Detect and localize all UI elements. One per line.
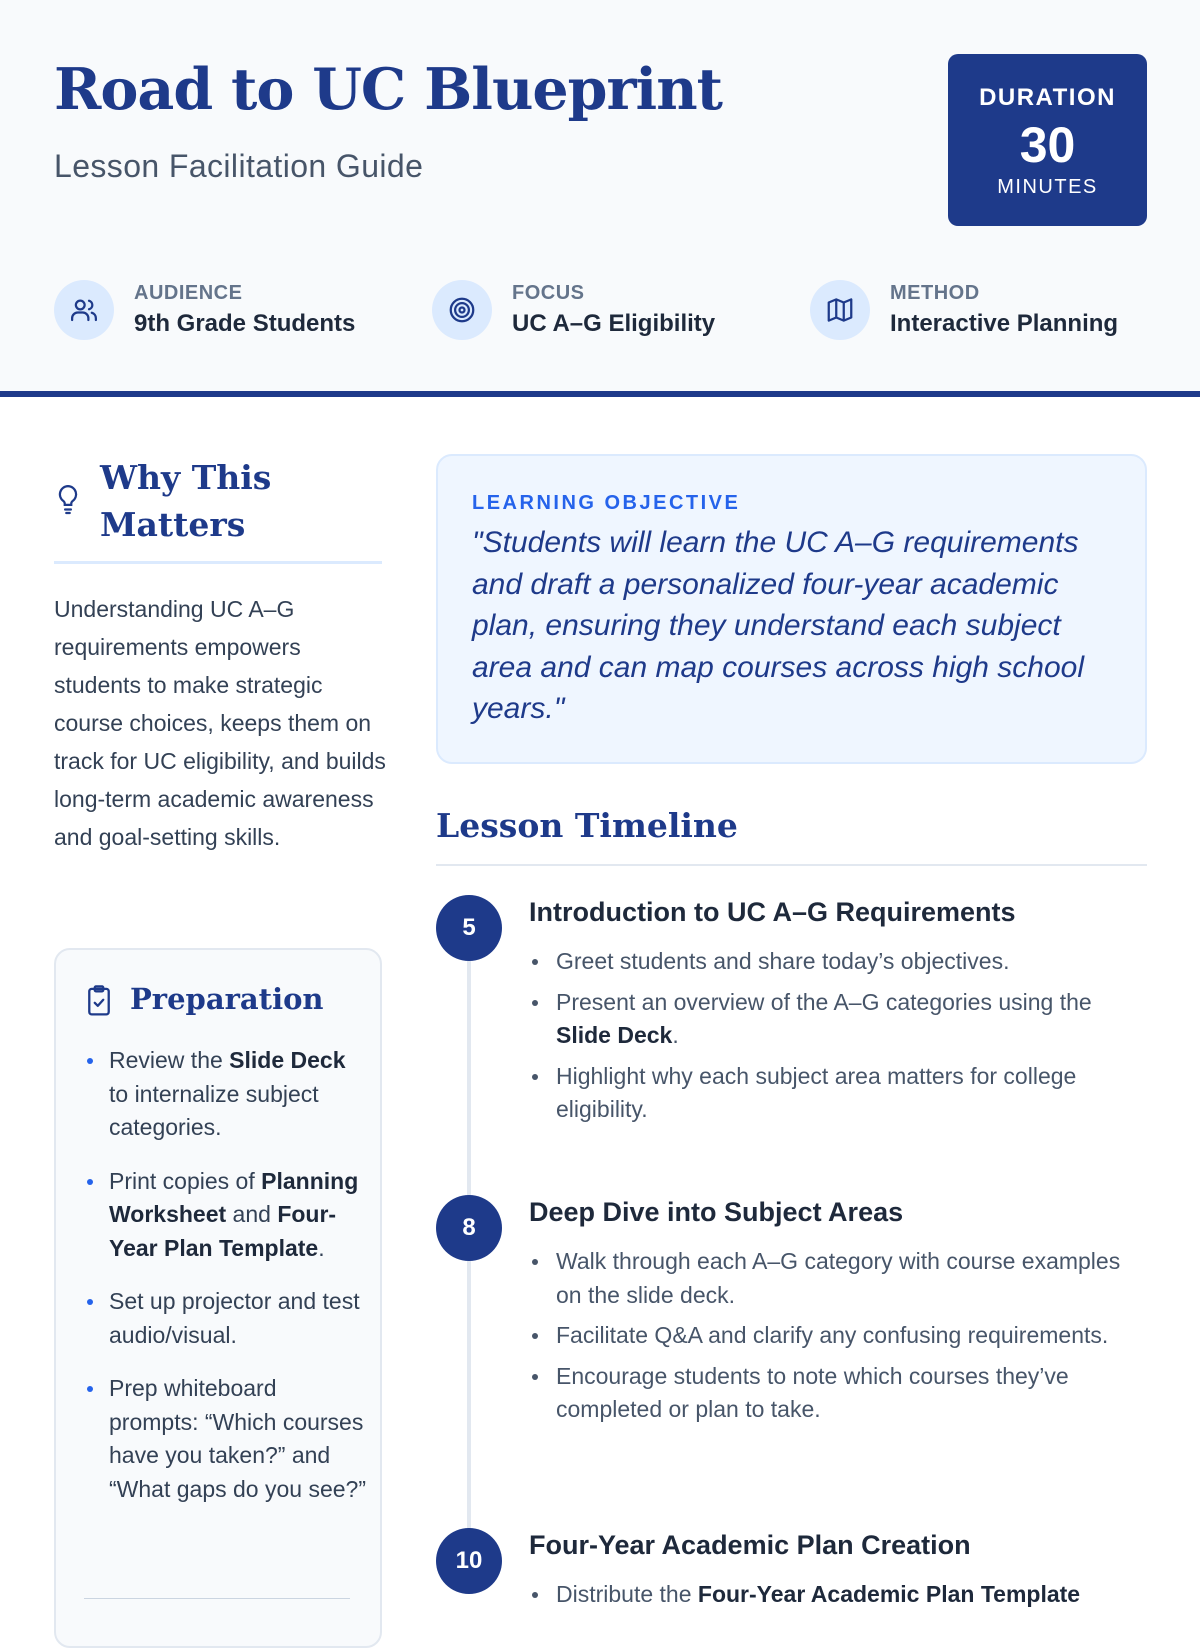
duration-label: DURATION: [979, 84, 1116, 111]
duration-unit: MINUTES: [997, 176, 1098, 198]
learning-objective-card: [436, 454, 1147, 764]
duration-card: [948, 54, 1147, 226]
meta-value: UC A–G Eligibility: [512, 310, 716, 337]
header: [0, 0, 1200, 397]
meta-label: FOCUS: [512, 282, 585, 304]
duration-value: 30: [1019, 117, 1076, 173]
bold-text: Slide Deck: [229, 1047, 346, 1073]
meta-label: AUDIENCE: [134, 282, 243, 304]
meta-label: METHOD: [890, 282, 980, 304]
step-bullets: [529, 945, 1139, 1134]
users-icon: [54, 280, 114, 340]
meta-value: 9th Grade Students: [134, 310, 356, 337]
list-item: [529, 1245, 1139, 1312]
page-title: Road to UC Blueprint: [54, 56, 722, 123]
list-item: [84, 1372, 368, 1506]
step-title: Deep Dive into Subject Areas: [529, 1197, 904, 1227]
divider: [436, 864, 1147, 866]
objective-text: "Students will learn the UC A–G requirements and draft a personalized four-year academic plan, ensuring they understand each subject area and can map courses across high school years.": [472, 526, 1085, 725]
step-bullets: [529, 1578, 1139, 1619]
text: Walk through each A–G category with course examples on the slide deck.: [556, 1248, 1121, 1308]
text: Present an overview of the A–G categories using the: [556, 988, 1092, 1015]
text: and: [226, 1201, 278, 1227]
text: Distribute the: [556, 1581, 698, 1607]
step-bullets: [529, 1245, 1139, 1434]
lightbulb-icon: [54, 482, 82, 521]
list-item: [529, 1360, 1139, 1427]
list-item: [529, 945, 1139, 979]
bold-text: Planning Worksheet: [109, 1167, 359, 1227]
preparation-title: Preparation: [130, 982, 324, 1016]
text: Encourage students to note which courses they’ve completed or plan to take.: [556, 1362, 1069, 1422]
step-minutes-badge: 5: [436, 895, 502, 961]
list-item: [84, 1165, 368, 1266]
text: Facilitate Q&A and clarify any confusing requirements.: [556, 1322, 1109, 1348]
list-item: [84, 1044, 368, 1145]
objective-label: LEARNING OBJECTIVE: [472, 492, 741, 514]
why-heading: [54, 454, 382, 564]
why-body: Understanding UC A–G requirements empowers students to make strategic course choices, keeps them on track for UC eligibility, and builds long-term academic awareness and goal-setting skills.: [54, 596, 386, 850]
text: Greet students and share today’s objectives.: [556, 948, 1010, 974]
preparation-list: [84, 1044, 368, 1526]
list-item: [529, 1578, 1139, 1612]
bold-text: Four-Year Academic Plan Template: [697, 1581, 1081, 1607]
list-item: [529, 986, 1139, 1053]
list-item: [84, 1285, 368, 1352]
text: Review the: [109, 1047, 230, 1073]
text: Print copies of: [109, 1167, 262, 1194]
text: .: [672, 1022, 679, 1048]
preparation-card: [54, 948, 382, 1648]
timeline-title: Lesson Timeline: [436, 806, 738, 845]
step-minutes-badge: 10: [436, 1528, 502, 1594]
timeline-connector: [467, 961, 471, 1219]
step-minutes-badge: 8: [436, 1195, 502, 1261]
page-subtitle: Lesson Facilitation Guide: [54, 148, 424, 184]
clipboard-check-icon: [84, 984, 114, 1023]
timeline-connector: [467, 1261, 471, 1551]
step-title: Four-Year Academic Plan Creation: [529, 1530, 971, 1560]
step-title: Introduction to UC A–G Requirements: [529, 897, 1016, 927]
list-item: [529, 1319, 1139, 1353]
target-icon: [432, 280, 492, 340]
map-icon: [810, 280, 870, 340]
meta-value: Interactive Planning: [890, 310, 1119, 337]
text: Prep whiteboard prompts: “Which courses have you taken?” and “What gaps do you see?”: [109, 1375, 366, 1502]
list-item: [529, 1060, 1139, 1127]
divider: [84, 1598, 350, 1599]
text: to internalize subject categories.: [109, 1080, 319, 1140]
text: .: [318, 1234, 325, 1261]
why-title: Why This Matters: [100, 458, 272, 544]
text: Highlight why each subject area matters for college eligibility.: [556, 1062, 1077, 1122]
bold-text: Four-Year Plan Template: [109, 1201, 337, 1261]
text: Set up projector and test audio/visual.: [109, 1288, 360, 1348]
bold-text: Slide Deck: [556, 1022, 673, 1048]
